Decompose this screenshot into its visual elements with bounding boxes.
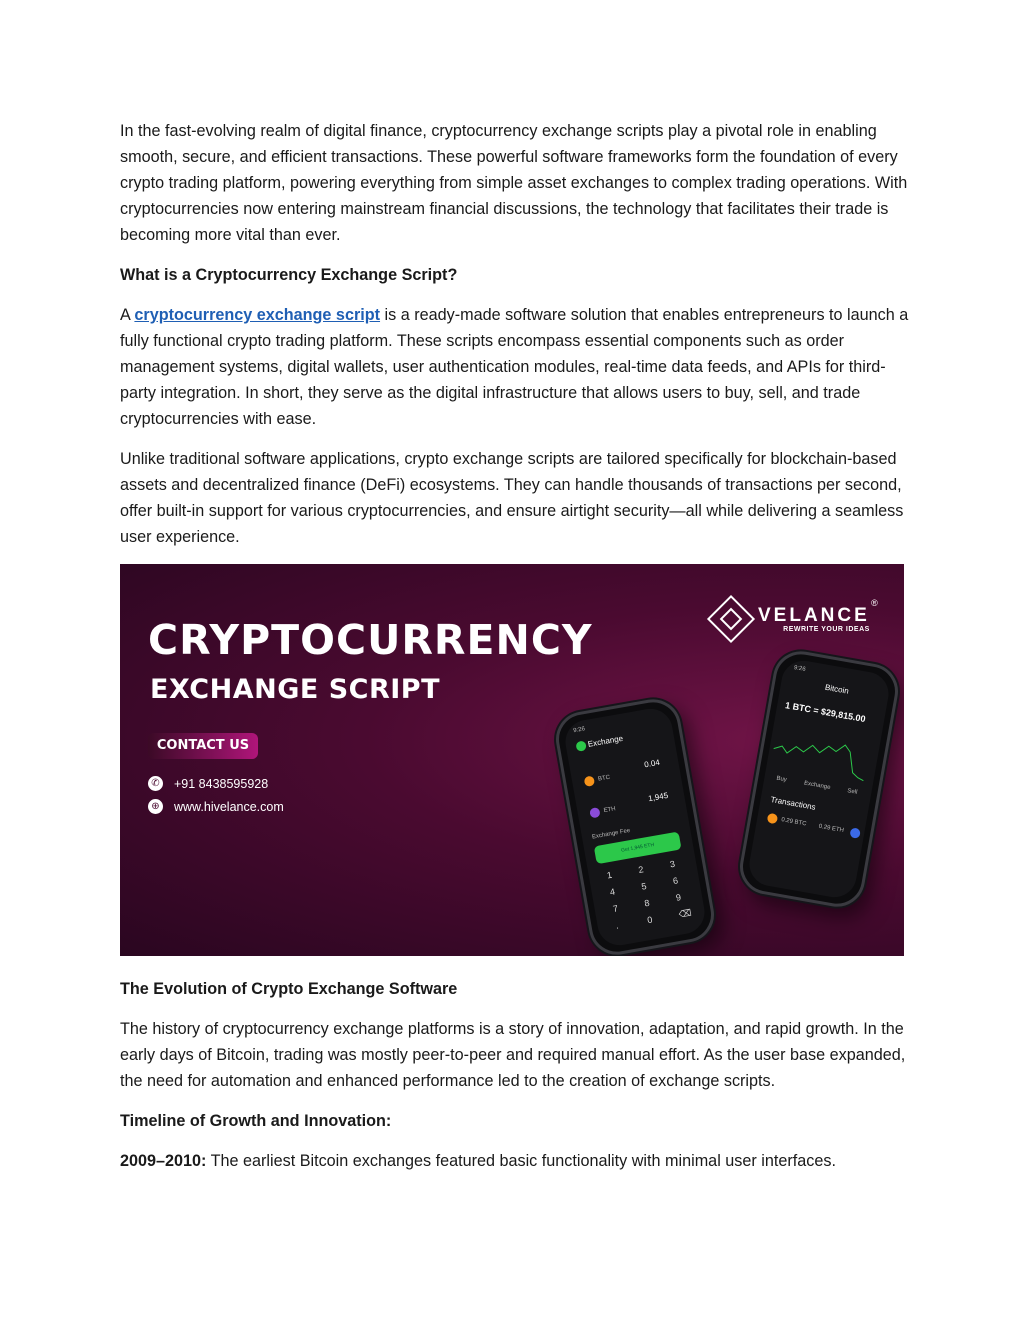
hexagon-logo-icon (707, 595, 755, 643)
btc-price: 1 BTC = $29,815.00 (784, 700, 867, 725)
promo-banner (120, 564, 904, 956)
amount2: 1,945 (647, 790, 669, 804)
fee-label: Exchange Fee (591, 827, 631, 841)
keypad-key: . (615, 920, 620, 931)
banner-subtitle: EXCHANGE SCRIPT (150, 674, 441, 705)
keypad-key: 1 (606, 869, 613, 881)
registered-mark: ® (871, 597, 878, 608)
eth-coin-icon (589, 807, 601, 819)
status-time-right: 9:26 (793, 665, 806, 673)
amount1: 0.04 (643, 757, 661, 770)
definition-paragraph (120, 302, 910, 432)
timeline-item (120, 1148, 910, 1174)
keypad-key: 5 (640, 880, 648, 892)
exchange-script-link[interactable]: cryptocurrency exchange script (134, 306, 381, 324)
keypad-key: 9 (675, 892, 682, 903)
phone-icon: ✆ (148, 776, 163, 791)
brand-tagline: REWRITE YOUR IDEAS (783, 625, 870, 633)
history-paragraph: The history of cryptocurrency exchange platforms is a story of innovation, adaptation, and rapid growth. In the early days of Bitcoin, trading was mostly peer-to-peer and required manual effort. As the user base expanded, the need for automation and enhanced performance led to the creation of exchange scripts. (120, 1020, 906, 1090)
keypad-key: 8 (643, 897, 651, 909)
action-sell: Sell (846, 788, 858, 796)
exchange-screen-title: Exchange (587, 733, 624, 749)
keypad-key: 6 (672, 875, 679, 887)
timeline-item-text: The earliest Bitcoin exchanges featured basic functionality with minimal user interfaces. (206, 1152, 836, 1170)
transactions-heading: Transactions (769, 794, 817, 812)
get-eth-button-label: Get 1,945 ETH (620, 842, 655, 854)
section-heading-timeline: Timeline of Growth and Innovation: (120, 1112, 392, 1130)
btc-coin-icon (584, 775, 596, 787)
banner-title: CRYPTOCURRENCY (148, 616, 593, 664)
keypad-key: 3 (669, 858, 676, 870)
tx2: 0.29 ETH (818, 823, 845, 835)
definition-text: is a ready-made software solution that enables entrepreneurs to launch a fully functional crypto trading platform. These scripts encompass essential components such as order management systems, digital wallets, user authentication modules, real-time data feeds, and APIs for third-party integration. In short, they serve as the digital infrastructure that allows users to buy, sell, and trade cryptocurrencies with ease. (120, 306, 909, 428)
document-body (120, 118, 910, 1188)
banner-website: www.hivelance.com (174, 799, 284, 814)
keypad-key: 7 (612, 903, 619, 915)
banner-phone-row (148, 776, 268, 791)
intro-paragraph: In the fast-evolving realm of digital finance, cryptocurrency exchange scripts play a pivotal role in enabling smooth, secure, and efficient transactions. These powerful software frameworks form the foundation of every crypto trading platform, powering everything from simple asset exchanges to complex trading operations. With cryptocurrencies now entering mainstream financial discussions, the technology that facilitates their trade is becoming more vital than ever. (120, 122, 908, 244)
globe-icon: ⊕ (148, 799, 163, 814)
action-buy: Buy (775, 775, 788, 784)
bitcoin-screen-title: Bitcoin (824, 682, 850, 696)
coin2-label: ETH (603, 806, 617, 815)
keypad-key: ⌫ (678, 907, 693, 920)
tx-btc-icon (767, 813, 779, 825)
exchange-icon (575, 740, 587, 752)
phone-mockup-exchange (552, 695, 719, 956)
tx1: 0.29 BTC (780, 817, 807, 828)
section-heading-what-is: What is a Cryptocurrency Exchange Script? (120, 266, 458, 284)
coin1-label: BTC (597, 774, 611, 783)
keypad-key: 4 (609, 886, 616, 898)
keypad-key: 2 (637, 864, 645, 875)
banner-website-row (148, 799, 284, 814)
price-chart (770, 719, 877, 786)
tx-eth-icon (849, 827, 861, 839)
status-time: 9:26 (572, 726, 586, 735)
keypad-key: 0 (646, 914, 654, 926)
brand-name: VELANCE (758, 604, 870, 626)
contact-us-button: CONTACT US (148, 733, 258, 759)
action-exchange: Exchange (803, 780, 831, 792)
definition-prefix: A (120, 306, 135, 324)
banner-phone-number: +91 8438595928 (174, 776, 269, 791)
bitcoin-screen (746, 657, 892, 900)
section-heading-evolution: The Evolution of Crypto Exchange Software (120, 980, 458, 998)
comparison-paragraph: Unlike traditional software applications, crypto exchange scripts are tailored specifically for blockchain-based assets and decentralized finance (DeFi) ecosystems. They can handle thousands of transactions per second, offer built-in support for various cryptocurrencies, and ensure airtight security—all while delivering a seamless user experience. (120, 450, 904, 546)
exchange-screen (562, 705, 708, 948)
timeline-item-year: 2009–2010: (120, 1152, 207, 1170)
phone-mockup-bitcoin (736, 647, 903, 911)
brand-logo (714, 597, 878, 636)
